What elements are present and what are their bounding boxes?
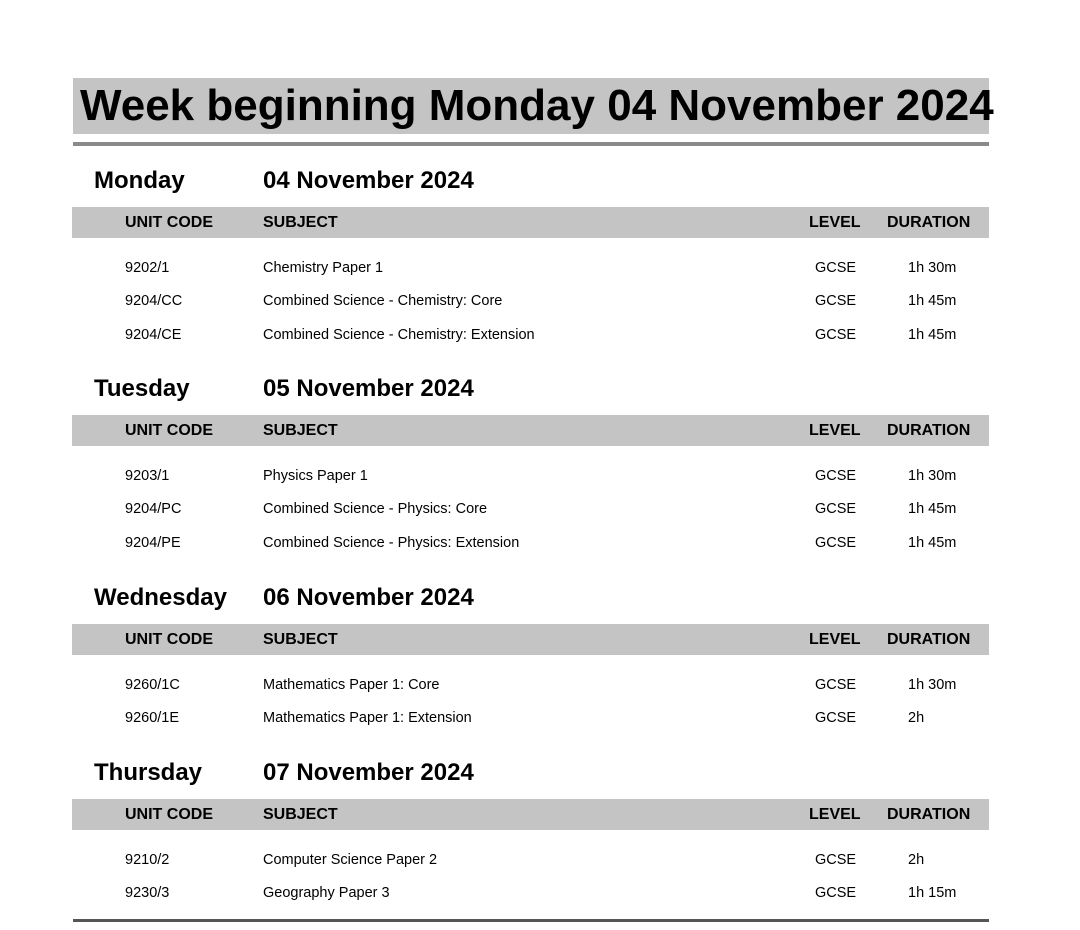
table-row	[0, 291, 1080, 311]
level: GCSE	[815, 710, 857, 726]
table-row	[0, 675, 1080, 695]
header-unit-code: UNIT CODE	[125, 806, 213, 823]
unit-code: 9260/1E	[125, 710, 180, 726]
table-row	[0, 883, 1080, 903]
subject: Chemistry Paper 1	[263, 260, 384, 276]
title-bar	[73, 78, 994, 134]
table-row	[0, 499, 1080, 519]
header-subject: SUBJECT	[263, 631, 338, 648]
level: GCSE	[815, 327, 857, 343]
duration: 1h 45m	[908, 293, 957, 309]
duration: 1h 45m	[908, 327, 957, 343]
duration: 1h 30m	[908, 677, 957, 693]
subject: Combined Science - Physics: Extension	[263, 535, 520, 551]
unit-code: 9203/1	[125, 468, 170, 484]
subject: Computer Science Paper 2	[263, 852, 438, 868]
day-date: 07 November 2024	[263, 759, 474, 786]
table-row	[0, 466, 1080, 486]
unit-code: 9210/2	[125, 852, 170, 868]
duration: 1h 15m	[908, 885, 957, 901]
subject: Mathematics Paper 1: Core	[263, 677, 440, 693]
page-title: Week beginning Monday 04 November 2024	[80, 81, 994, 130]
unit-code: 9260/1C	[125, 677, 180, 693]
table-row	[0, 258, 1080, 278]
header-level: LEVEL	[809, 631, 861, 648]
subject: Mathematics Paper 1: Extension	[263, 710, 472, 726]
header-duration: DURATION	[887, 806, 971, 823]
day-date: 05 November 2024	[263, 375, 474, 402]
unit-code: 9230/3	[125, 885, 170, 901]
header-level: LEVEL	[809, 214, 861, 231]
duration: 1h 30m	[908, 260, 957, 276]
title-divider	[73, 142, 989, 146]
day-date: 06 November 2024	[263, 584, 474, 611]
header-subject: SUBJECT	[263, 806, 338, 823]
unit-code: 9204/CE	[125, 327, 182, 343]
subject: Geography Paper 3	[263, 885, 390, 901]
duration: 1h 45m	[908, 501, 957, 517]
subject: Combined Science - Physics: Core	[263, 501, 488, 517]
column-header-row	[72, 415, 989, 446]
table-row	[0, 850, 1080, 870]
unit-code: 9202/1	[125, 260, 170, 276]
header-duration: DURATION	[887, 214, 971, 231]
duration: 1h 45m	[908, 535, 957, 551]
unit-code: 9204/PE	[125, 535, 181, 551]
level: GCSE	[815, 260, 857, 276]
level: GCSE	[815, 293, 857, 309]
level: GCSE	[815, 677, 857, 693]
table-row	[0, 708, 1080, 728]
column-header-row	[72, 799, 989, 830]
duration: 2h	[908, 852, 925, 868]
day-name: Thursday	[94, 759, 203, 786]
day-name: Wednesday	[94, 584, 227, 611]
table-row	[0, 533, 1080, 553]
unit-code: 9204/PC	[125, 501, 182, 517]
header-duration: DURATION	[887, 631, 971, 648]
column-header-row	[72, 207, 989, 238]
unit-code: 9204/CC	[125, 293, 183, 309]
subject: Combined Science - Chemistry: Core	[263, 293, 503, 309]
bottom-divider	[73, 919, 989, 922]
level: GCSE	[815, 852, 857, 868]
header-unit-code: UNIT CODE	[125, 631, 213, 648]
subject: Combined Science - Chemistry: Extension	[263, 327, 535, 343]
duration: 2h	[908, 710, 925, 726]
level: GCSE	[815, 885, 857, 901]
header-duration: DURATION	[887, 422, 971, 439]
header-unit-code: UNIT CODE	[125, 214, 213, 231]
table-row	[0, 325, 1080, 345]
header-subject: SUBJECT	[263, 422, 338, 439]
header-level: LEVEL	[809, 422, 861, 439]
header-subject: SUBJECT	[263, 214, 338, 231]
level: GCSE	[815, 501, 857, 517]
level: GCSE	[815, 468, 857, 484]
column-header-row	[72, 624, 989, 655]
duration: 1h 30m	[908, 468, 957, 484]
day-date: 04 November 2024	[263, 167, 474, 194]
day-name: Monday	[94, 167, 185, 194]
header-level: LEVEL	[809, 806, 861, 823]
subject: Physics Paper 1	[263, 468, 368, 484]
level: GCSE	[815, 535, 857, 551]
header-unit-code: UNIT CODE	[125, 422, 213, 439]
day-name: Tuesday	[94, 375, 190, 402]
